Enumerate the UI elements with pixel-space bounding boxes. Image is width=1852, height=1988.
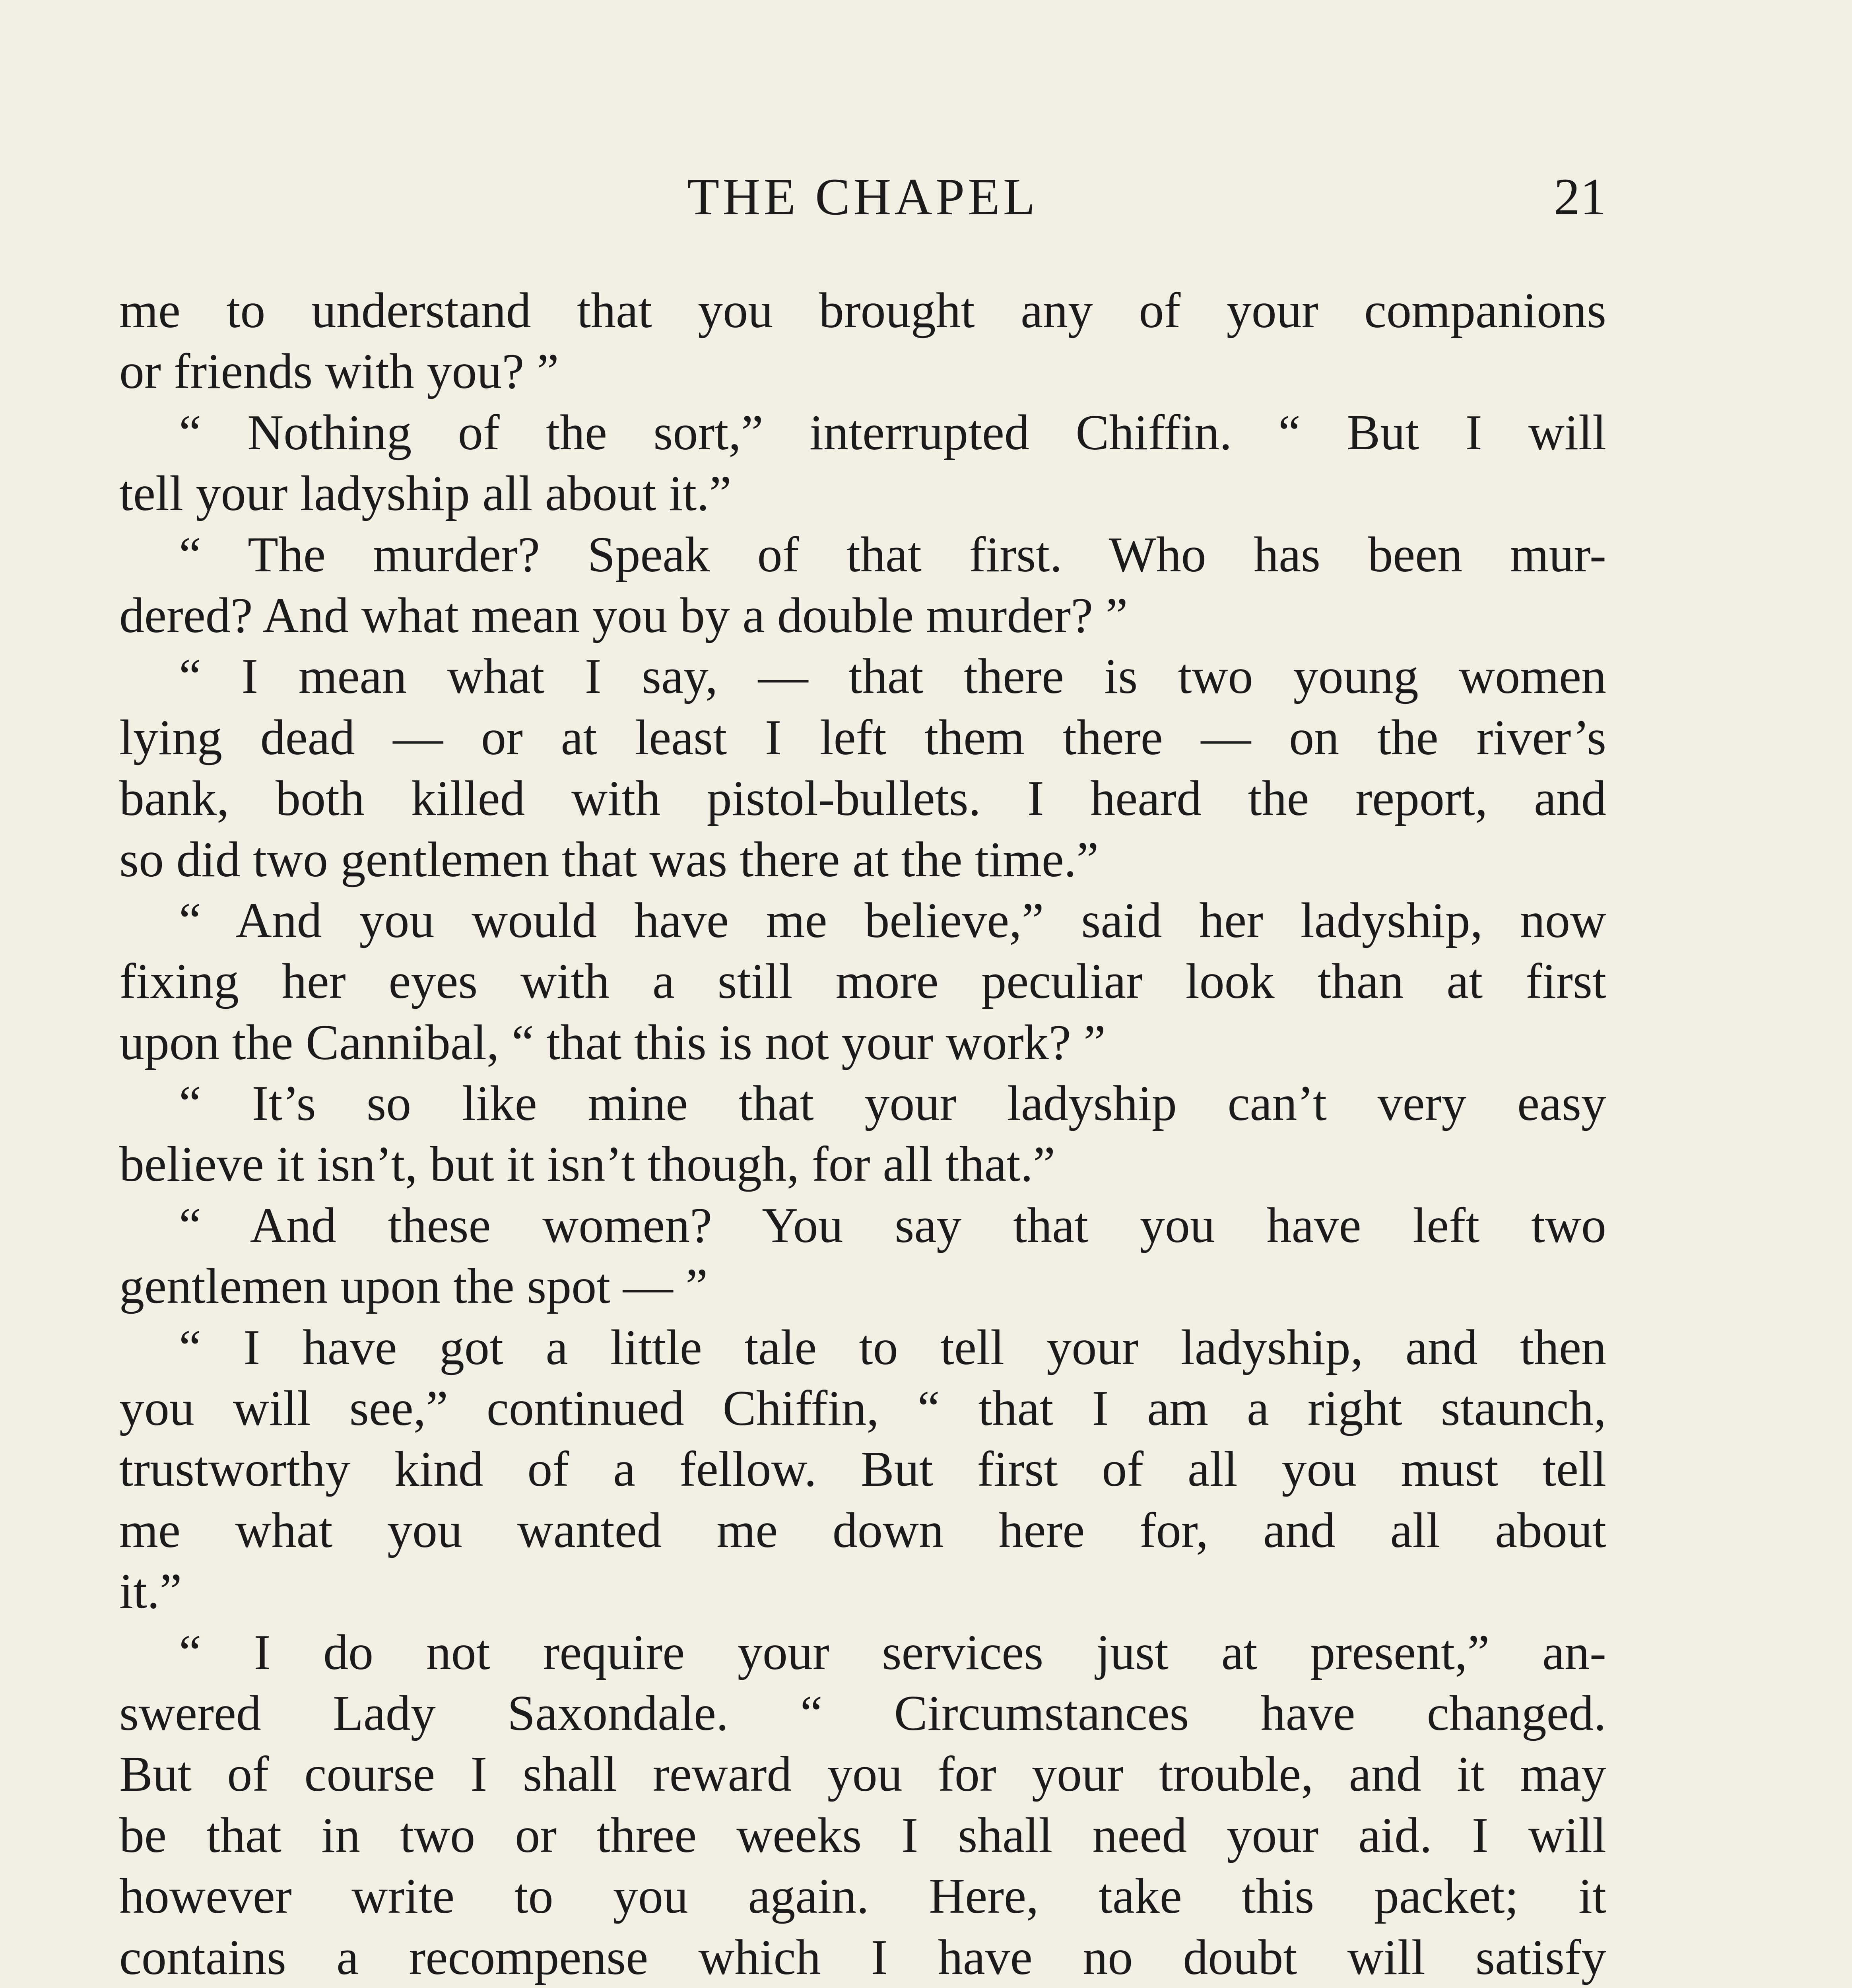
- text-line: it.”: [119, 1564, 182, 1619]
- text-line: “ I do not require your services just at present,” an-: [179, 1625, 1606, 1680]
- text-line: lying dead — or at least I left them there — on the river’s: [119, 710, 1606, 765]
- text-line: “ I have got a little tale to tell your ladyship, and then: [179, 1320, 1606, 1375]
- text-line: believe it isn’t, but it isn’t though, for all that.”: [119, 1137, 1056, 1192]
- running-head: [119, 167, 1606, 227]
- text-line: bank, both killed with pistol-bullets. I heard the report, and: [119, 771, 1606, 827]
- page-number: 21: [1554, 167, 1606, 226]
- text-line: or friends with you? ”: [119, 344, 559, 400]
- text-line: “ I mean what I say, — that there is two young women: [179, 649, 1606, 705]
- text-line: gentlemen upon the spot — ”: [119, 1259, 708, 1314]
- text-line: upon the Cannibal, “ that this is not your work? ”: [119, 1015, 1106, 1070]
- text-line: dered? And what mean you by a double murder? ”: [119, 588, 1128, 643]
- running-title: THE CHAPEL: [687, 167, 1039, 226]
- text-line: “ And these women? You say that you have left two: [179, 1198, 1606, 1253]
- text-line: however write to you again. Here, take this packet; it: [119, 1869, 1606, 1924]
- text-line: be that in two or three weeks I shall need your aid. I will: [119, 1807, 1606, 1863]
- text-line: “ The murder? Speak of that first. Who has been mur-: [179, 527, 1606, 582]
- text-line: But of course I shall reward you for your trouble, and it may: [119, 1747, 1606, 1802]
- text-line: fixing her eyes with a still more peculiar look than at first: [119, 954, 1606, 1010]
- text-line: “ It’s so like mine that your ladyship can’t very easy: [179, 1076, 1606, 1132]
- body-text: [119, 280, 1606, 1988]
- text-line: “ Nothing of the sort,” interrupted Chiffin. “ But I will: [179, 405, 1606, 460]
- text-line: trustworthy kind of a fellow. But first of all you must tell: [119, 1442, 1606, 1497]
- text-line: swered Lady Saxondale. “ Circumstances have changed.: [119, 1685, 1606, 1741]
- text-line: tell your ladyship all about it.”: [119, 466, 732, 522]
- text-line: contains a recompense which I have no doubt will satisfy: [119, 1930, 1606, 1985]
- text-line: you will see,” continued Chiffin, “ that I am a right staunch,: [119, 1381, 1606, 1437]
- text-line: “ And you would have me believe,” said her ladyship, now: [179, 893, 1606, 948]
- text-line: so did two gentlemen that was there at the time.”: [119, 832, 1099, 887]
- text-line: me to understand that you brought any of your companions: [119, 283, 1606, 338]
- text-line: me what you wanted me down here for, and all about: [119, 1503, 1606, 1558]
